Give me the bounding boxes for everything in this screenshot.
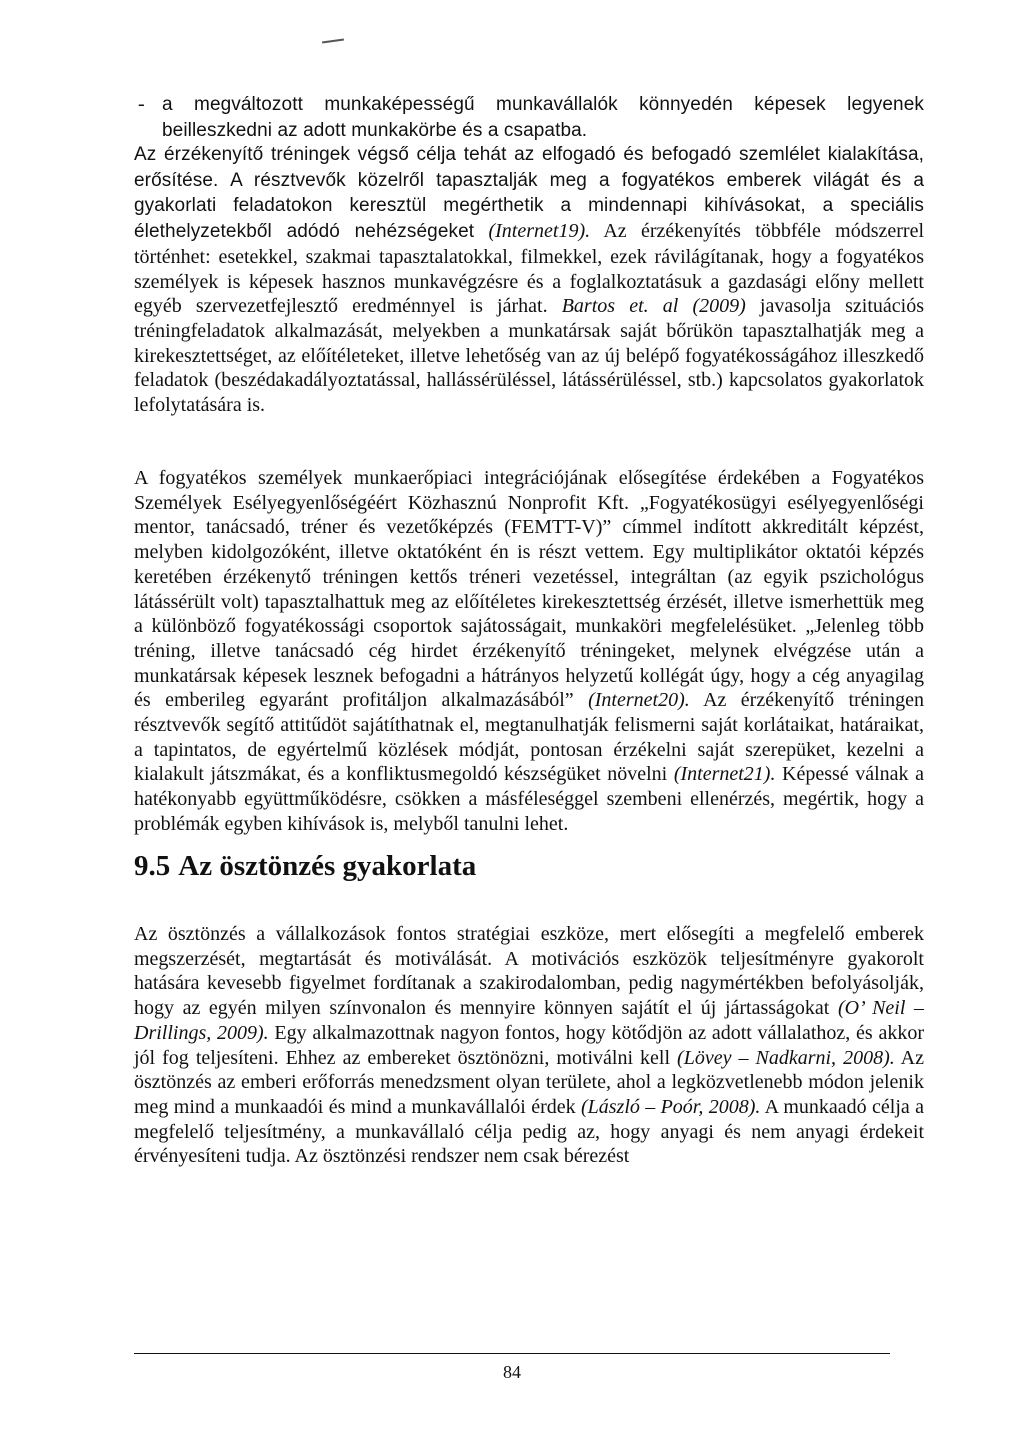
para1-sentence3: Az érzékenyítés többféle módszerrel történhet: esetekkel, szakmai tapasztalatokkal, filmekkel, ezek rávilágítanak, hogy a fogyatékos személyek is képesek hasznos munkavégzésre és a foglalkoztatásuk a gazdasági előny mellett egyéb szervezetfejlesztő eredménnyel is járhat. <box>134 220 925 318</box>
citation-bartos: Bartos et. al (2009) <box>561 295 746 318</box>
bullet-dash: - <box>138 93 145 115</box>
bullet-item <box>138 92 924 143</box>
paragraph-femtt-training <box>134 466 924 837</box>
citation-internet21: (Internet21). <box>673 763 776 786</box>
paragraph-motivation <box>134 922 924 1169</box>
scan-mark <box>322 38 344 43</box>
citation-laszlo: (László – Poór, 2008). <box>580 1095 761 1118</box>
citation-lovey: (Lövey – Nadkarni, 2008). <box>677 1046 895 1069</box>
bullet-text-line2: beilleszkedni az adott munkakörbe és a csapatba. <box>162 119 588 141</box>
para1-sentence1: Az érzékenyítő tréningek végső célja tehát az elfogadó és befogadó szemlélet kialakítása, erősítése. <box>134 144 924 191</box>
para1-sentence4: javasolja szituációs tréningfeladatok alkalmazását, melyekben a munkatársak saját bőrükön tapasztalhatják meg a kirekesztettséget, az előítéleteket, illetve lehetőség van az új belépő fogyatékosságához illeszkedő feladatok (beszédakadályoztatással, hallássérüléssel, látássérüléssel, stb.) kapcsolatos gyakorlatok lefolytatására is. <box>134 295 925 417</box>
page-number: 84 <box>503 1362 521 1382</box>
para3-sentence3: Az ösztönzés az emberi erőforrás menedzsment olyan területe, ahol a legközvetlenebb módon jelenik meg mind a munkaadói és mind a munkavállalói érdek <box>134 1046 924 1118</box>
citation-oneil: (O’ Neil – Drillings, 2009). <box>134 997 924 1044</box>
section-number: 9.5 <box>134 850 171 882</box>
section-title: Az ösztönzés gyakorlata <box>178 850 477 882</box>
para2-sentence1: A fogyatékos személyek munkaerőpiaci integrációjának elősegítése érdekében a Fogyatékos Személyek Esélyegyenlőségéért Közhasznú Nonprofit Kft. „Fogyatékosügyi esélyegyenlőségi mentor, tanácsadó, tréner és vezetőképzés (FEMTT-V)” címmel indított akkreditált képzést, melyben kidolgozóként, illetve oktatóként én is részt vettem. Egy multiplikátor oktatói képzés keretében érzékenytő tréningen kettős tréneri vezetéssel, integráltan (az egyik pszichológus látássérült volt) tapasztalhattuk meg az előítéletes kirekesztettség érzését, illetve ismerhettük meg a különböző fogyatékossági csoportok sajátosságait, munkaköri megfelelésüket. „Jelenleg több tréning, illetve tanácsadó cég hirdet érzékenyítő tréningeket, melynek elvégzése után a munkatársak képesek lesznek befogadni a hátrányos helyzetű kollégát úgy, hogy a cég anyagilag és emberileg egyaránt profitáljon alkalmazásából” <box>134 467 924 712</box>
bullet-text-line1: a megváltozott munkaképességű munkavállalók könnyedén képesek legyenek <box>162 94 924 115</box>
citation-internet19: (Internet19). <box>488 220 591 243</box>
para3-sentence2: Egy alkalmazottnak nagyon fontos, hogy kötődjön az adott vállalathoz, és akkor jól fog teljesíteni. Ehhez az embereket ösztönözni, motiválni kell <box>134 1021 924 1069</box>
paragraph-sensitizing-training <box>134 142 924 418</box>
section-heading <box>134 848 476 884</box>
para2-sentence2: Az érzékenyítő tréningen résztvevők segítő attitűdöt sajátíthatnak el, megtanulhatják felismerni saját korlátaikat, határaikat, a tapintatos, de egyértelmű közlések módját, pontosan érzékelni saját szerepüket, kezelni a kialakult játszmákat, és a konfliktusmegoldó készségüket növelni <box>134 689 925 786</box>
para2-sentence3: Képessé válnak a hatékonyabb együttműködésre, csökken a másféleséggel szembeni ellenérzés, megértik, hogy a problémák egyben kihívások is, melyből tanulni lehet. <box>134 763 925 835</box>
footer-rule <box>134 1353 890 1354</box>
para1-sentence2: A résztvevők közelről tapasztalják meg a fogyatékos emberek világát és a gyakorlati feladatokon keresztül megérthetik a mindennapi kihívásokat, a speciális élethelyzetekből adódó nehézségeket <box>134 169 925 243</box>
para3-sentence1: Az ösztönzés a vállalkozások fontos stratégiai eszköze, mert elősegíti a megfelelő emberek megszerzését, megtartását és motiválását. A motivációs eszközök teljesítményre gyakorolt hatására kevesebb figyelmet fordítanak a szakirodalomban, pedig nagymértékben befolyásolják, hogy az egyén milyen színvonalon és mennyire könnyen sajátít el új jártasságokat <box>134 923 924 1020</box>
citation-internet20: (Internet20). <box>588 689 690 712</box>
para3-sentence4: A munkaadó célja a megfelelő teljesítmény, a munkavállaló célja pedig az, hogy anyagi és nem anyagi érdekeit érvényesíteni tudja. Az ösztönzési rendszer nem csak bérezést <box>134 1095 924 1168</box>
